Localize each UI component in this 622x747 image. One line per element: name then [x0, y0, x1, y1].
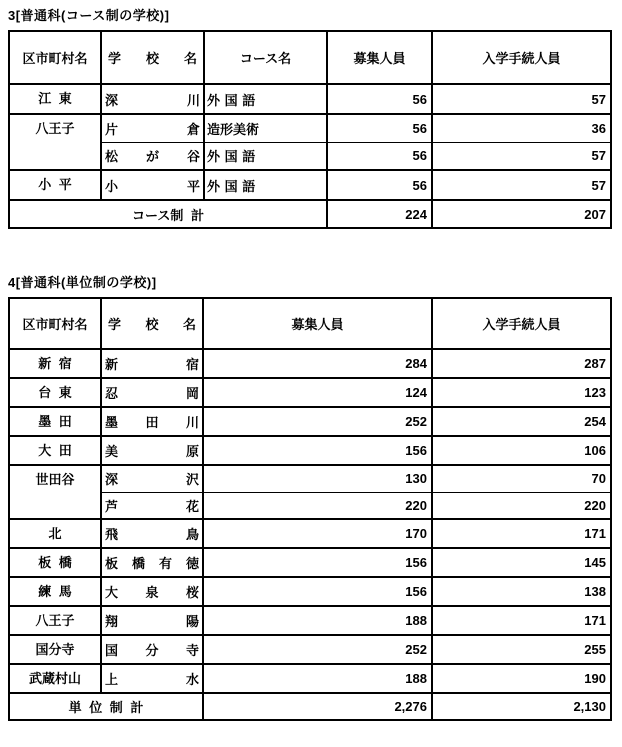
school-name-cell — [101, 436, 203, 465]
municipality-label: 国分寺 — [35, 642, 75, 657]
recruit-count-cell: 188 — [203, 664, 432, 693]
course-name-cell: 外 国 語 — [204, 170, 327, 200]
total-recruit-cell: 224 — [327, 200, 432, 228]
total-row — [9, 200, 611, 228]
table-row — [9, 349, 611, 378]
col-header-school — [101, 31, 204, 84]
enrolled-count-cell: 254 — [432, 407, 611, 436]
char: 上 — [105, 672, 119, 687]
char: 川 — [185, 415, 199, 430]
table-row — [9, 170, 611, 200]
municipality-cell — [9, 465, 101, 519]
course-name-cell: 外 国 語 — [204, 142, 327, 170]
char: 名 — [182, 317, 196, 332]
char: 小 — [105, 178, 119, 194]
table-row — [9, 519, 611, 548]
school-name-cell — [101, 492, 203, 519]
recruit-count-cell: 252 — [203, 407, 432, 436]
municipality-cell — [9, 407, 101, 436]
char: 陽 — [185, 614, 199, 629]
enrolled-count-cell: 138 — [432, 577, 611, 606]
municipality-cell — [9, 548, 101, 577]
char: 忍 — [105, 386, 119, 401]
char: 新 — [105, 357, 119, 372]
municipality-cell — [9, 606, 101, 635]
recruit-count-cell: 188 — [203, 606, 432, 635]
school-name-cell — [101, 606, 203, 635]
char: 墨 — [105, 415, 119, 430]
municipality-cell — [9, 378, 101, 407]
char: 川 — [186, 92, 200, 108]
enrolled-count-cell: 123 — [432, 378, 611, 407]
enrolled-count-cell: 36 — [432, 114, 611, 142]
school-name-cell — [101, 577, 203, 606]
char: 片 — [105, 121, 119, 137]
school-name-cell — [101, 407, 203, 436]
municipality-cell — [9, 436, 101, 465]
municipality-cell — [9, 519, 101, 548]
col-header-recruit: 募集人員 — [327, 31, 432, 84]
table-row — [9, 114, 611, 142]
table-row — [9, 664, 611, 693]
char: 倉 — [186, 121, 200, 137]
enrolled-count-cell: 220 — [432, 492, 611, 519]
char: 名 — [183, 51, 197, 66]
char: 校 — [145, 317, 159, 332]
school-name-cell — [101, 114, 204, 142]
total-enrolled-cell: 2,130 — [432, 693, 611, 720]
school-name-cell — [101, 84, 204, 114]
char: 国 — [105, 643, 119, 658]
table-row — [9, 606, 611, 635]
char: 松 — [105, 149, 119, 165]
char: 花 — [185, 498, 199, 514]
char: 沢 — [185, 472, 199, 488]
municipality-label: 世田谷 — [35, 472, 75, 487]
total-recruit-cell: 2,276 — [203, 693, 432, 720]
char: 田 — [145, 415, 159, 430]
enrolled-count-cell: 106 — [432, 436, 611, 465]
enrolled-count-cell: 145 — [432, 548, 611, 577]
char: 飛 — [105, 527, 119, 542]
table-row — [9, 465, 611, 492]
char: 深 — [105, 92, 119, 108]
municipality-label: 小 平 — [38, 177, 72, 192]
total-label-cell: コース制 計 — [9, 200, 327, 228]
char: 有 — [158, 556, 172, 571]
recruit-count-cell: 56 — [327, 170, 432, 200]
char: 学 — [108, 51, 122, 66]
course-system-table — [8, 30, 612, 229]
school-name-cell — [101, 378, 203, 407]
enrolled-count-cell: 287 — [432, 349, 611, 378]
municipality-label: 墨 田 — [38, 414, 72, 429]
municipality-cell — [9, 664, 101, 693]
municipality-cell — [9, 635, 101, 664]
enrolled-count-cell: 57 — [432, 170, 611, 200]
total-row — [9, 693, 611, 720]
municipality-label: 北 — [48, 526, 62, 541]
municipality-label: 練 馬 — [38, 584, 72, 599]
char: 泉 — [145, 585, 159, 600]
total-label-cell: 単 位 制 計 — [9, 693, 203, 720]
school-name-cell — [101, 142, 204, 170]
recruit-count-cell: 284 — [203, 349, 432, 378]
school-name-cell — [101, 519, 203, 548]
char: 徳 — [185, 556, 199, 571]
municipality-label: 台 東 — [38, 385, 72, 400]
table-row — [9, 436, 611, 465]
enrolled-count-cell: 255 — [432, 635, 611, 664]
recruit-count-cell: 156 — [203, 436, 432, 465]
char: 鳥 — [185, 527, 199, 542]
recruit-count-cell: 220 — [203, 492, 432, 519]
municipality-cell — [9, 349, 101, 378]
total-enrolled-cell: 207 — [432, 200, 611, 228]
char: 翔 — [105, 614, 119, 629]
col-header-enrolled: 入学手続人員 — [432, 298, 611, 349]
enrolled-count-cell: 171 — [432, 519, 611, 548]
header-row — [9, 298, 611, 349]
recruit-count-cell: 56 — [327, 142, 432, 170]
municipality-label: 江 東 — [38, 91, 72, 106]
char: 水 — [185, 672, 199, 687]
municipality-label: 武蔵村山 — [28, 671, 81, 686]
char: 学 — [108, 317, 122, 332]
enrolled-count-cell: 57 — [432, 84, 611, 114]
char: が — [145, 149, 159, 165]
table-row — [9, 407, 611, 436]
col-header-municipality: 区市町村名 — [9, 298, 101, 349]
section3-title: 3[普通科(コース制の学校)] — [8, 8, 170, 23]
course-name-cell: 外 国 語 — [204, 84, 327, 114]
credit-system-table — [8, 297, 612, 721]
school-name-cell — [101, 349, 203, 378]
char: 原 — [185, 444, 199, 459]
recruit-count-cell: 252 — [203, 635, 432, 664]
char: 芦 — [105, 498, 119, 514]
char: 橋 — [131, 556, 145, 571]
table-row — [9, 378, 611, 407]
char: 宿 — [185, 357, 199, 372]
section4-title: 4[普通科(単位制の学校)] — [8, 275, 157, 290]
char: 深 — [105, 472, 119, 488]
municipality-cell — [9, 84, 101, 114]
char: 岡 — [185, 386, 199, 401]
school-name-cell — [101, 548, 203, 577]
char: 寺 — [185, 643, 199, 658]
enrolled-count-cell: 57 — [432, 142, 611, 170]
recruit-count-cell: 170 — [203, 519, 432, 548]
char: 分 — [145, 643, 159, 658]
char: 桜 — [185, 585, 199, 600]
school-name-cell — [101, 664, 203, 693]
char: 平 — [186, 178, 200, 194]
col-header-recruit: 募集人員 — [203, 298, 432, 349]
char: 谷 — [186, 149, 200, 165]
char: 大 — [105, 585, 119, 600]
recruit-count-cell: 156 — [203, 548, 432, 577]
enrolled-count-cell: 171 — [432, 606, 611, 635]
recruit-count-cell: 124 — [203, 378, 432, 407]
municipality-label: 大 田 — [38, 443, 72, 458]
municipality-cell — [9, 114, 101, 170]
table-row — [9, 635, 611, 664]
school-name-cell — [101, 635, 203, 664]
header-row — [9, 31, 611, 84]
char: 美 — [105, 444, 119, 459]
table-row — [9, 548, 611, 577]
char: 校 — [145, 51, 159, 66]
char: 板 — [105, 556, 119, 571]
school-name-cell — [101, 465, 203, 492]
enrolled-count-cell: 190 — [432, 664, 611, 693]
table-row — [9, 84, 611, 114]
municipality-label: 板 橋 — [38, 555, 72, 570]
enrolled-count-cell: 70 — [432, 465, 611, 492]
table-row — [9, 577, 611, 606]
municipality-label: 八王子 — [35, 121, 75, 136]
col-header-school — [101, 298, 203, 349]
course-name-cell: 造形美術 — [204, 114, 327, 142]
municipality-label: 八王子 — [35, 613, 75, 628]
col-header-municipality: 区市町村名 — [9, 31, 101, 84]
school-name-cell — [101, 170, 204, 200]
recruit-count-cell: 156 — [203, 577, 432, 606]
municipality-cell — [9, 577, 101, 606]
recruit-count-cell: 56 — [327, 114, 432, 142]
recruit-count-cell: 130 — [203, 465, 432, 492]
municipality-cell — [9, 170, 101, 200]
recruit-count-cell: 56 — [327, 84, 432, 114]
col-header-enrolled: 入学手続人員 — [432, 31, 611, 84]
col-header-course: コース名 — [204, 31, 327, 84]
municipality-label: 新 宿 — [38, 356, 72, 371]
